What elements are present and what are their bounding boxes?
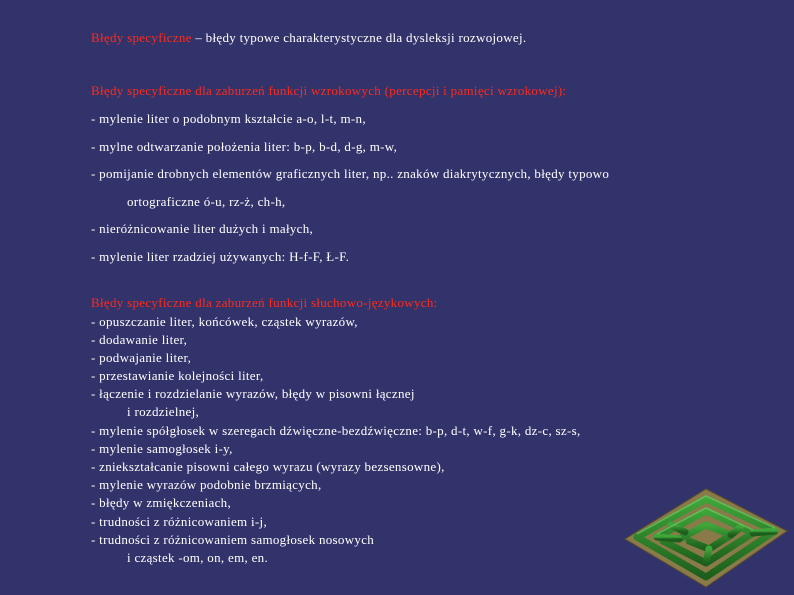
auditory-item: i rozdzielnej, — [127, 404, 200, 419]
auditory-item: - opuszczanie liter, końcówek, cząstek wyrazów, — [91, 314, 358, 329]
auditory-item: - podwajanie liter, — [91, 350, 192, 365]
visual-item: - nieróżnicowanie liter dużych i małych, — [91, 221, 314, 236]
auditory-item: - błędy w zmiękczeniach, — [91, 495, 232, 510]
visual-item: ortograficzne ó-u, rz-ż, ch-h, — [127, 194, 286, 209]
auditory-item: - przestawianie kolejności liter, — [91, 368, 264, 383]
visual-item: - mylenie liter rzadziej używanych: H-f-F, Ł-F. — [91, 249, 350, 264]
auditory-item: - dodawanie liter, — [91, 332, 188, 347]
intro-heading: Błędy specyficzne — [91, 30, 192, 45]
auditory-item: - trudności z różnicowaniem samogłosek nosowych — [91, 532, 375, 547]
visual-heading: Błędy specyficzne dla zaburzeń funkcji wzrokowych — [91, 83, 382, 98]
intro-line — [91, 30, 526, 46]
auditory-item: - mylenie spółgłosek w szeregach dźwięczne-bezdźwięczne: b-p, d-t, w-f, g-k, dz-c, sz-s, — [91, 423, 581, 438]
visual-heading-line — [91, 83, 566, 99]
intro-text: – błędy typowe charakterystyczne dla dysleksji rozwojowej. — [191, 30, 527, 45]
visual-item: - mylenie liter o podobnym kształcie a-o, l-t, m-n, — [91, 111, 366, 126]
auditory-heading: Błędy specyficzne dla zaburzeń funkcji słuchowo-językowych: — [91, 295, 438, 310]
maze-icon — [623, 487, 789, 589]
visual-subheading: (percepcji i pamięci wzrokowej): — [381, 83, 567, 98]
visual-item: - pomijanie drobnych elementów graficznych liter, np.. znaków diakrytycznych, błędy typowo — [91, 166, 610, 181]
auditory-item: i cząstek -om, on, em, en. — [127, 550, 269, 565]
auditory-item: - trudności z różnicowaniem i-j, — [91, 514, 268, 529]
auditory-item: - łączenie i rozdzielanie wyrazów, błędy w pisowni łącznej — [91, 386, 415, 401]
auditory-item: - mylenie wyrazów podobnie brzmiących, — [91, 477, 322, 492]
auditory-item: - mylenie samogłosek i-y, — [91, 441, 233, 456]
visual-item: - mylne odtwarzanie położenia liter: b-p, b-d, d-g, m-w, — [91, 139, 398, 154]
auditory-item: - zniekształcanie pisowni całego wyrazu (wyrazy bezsensowne), — [91, 459, 445, 474]
